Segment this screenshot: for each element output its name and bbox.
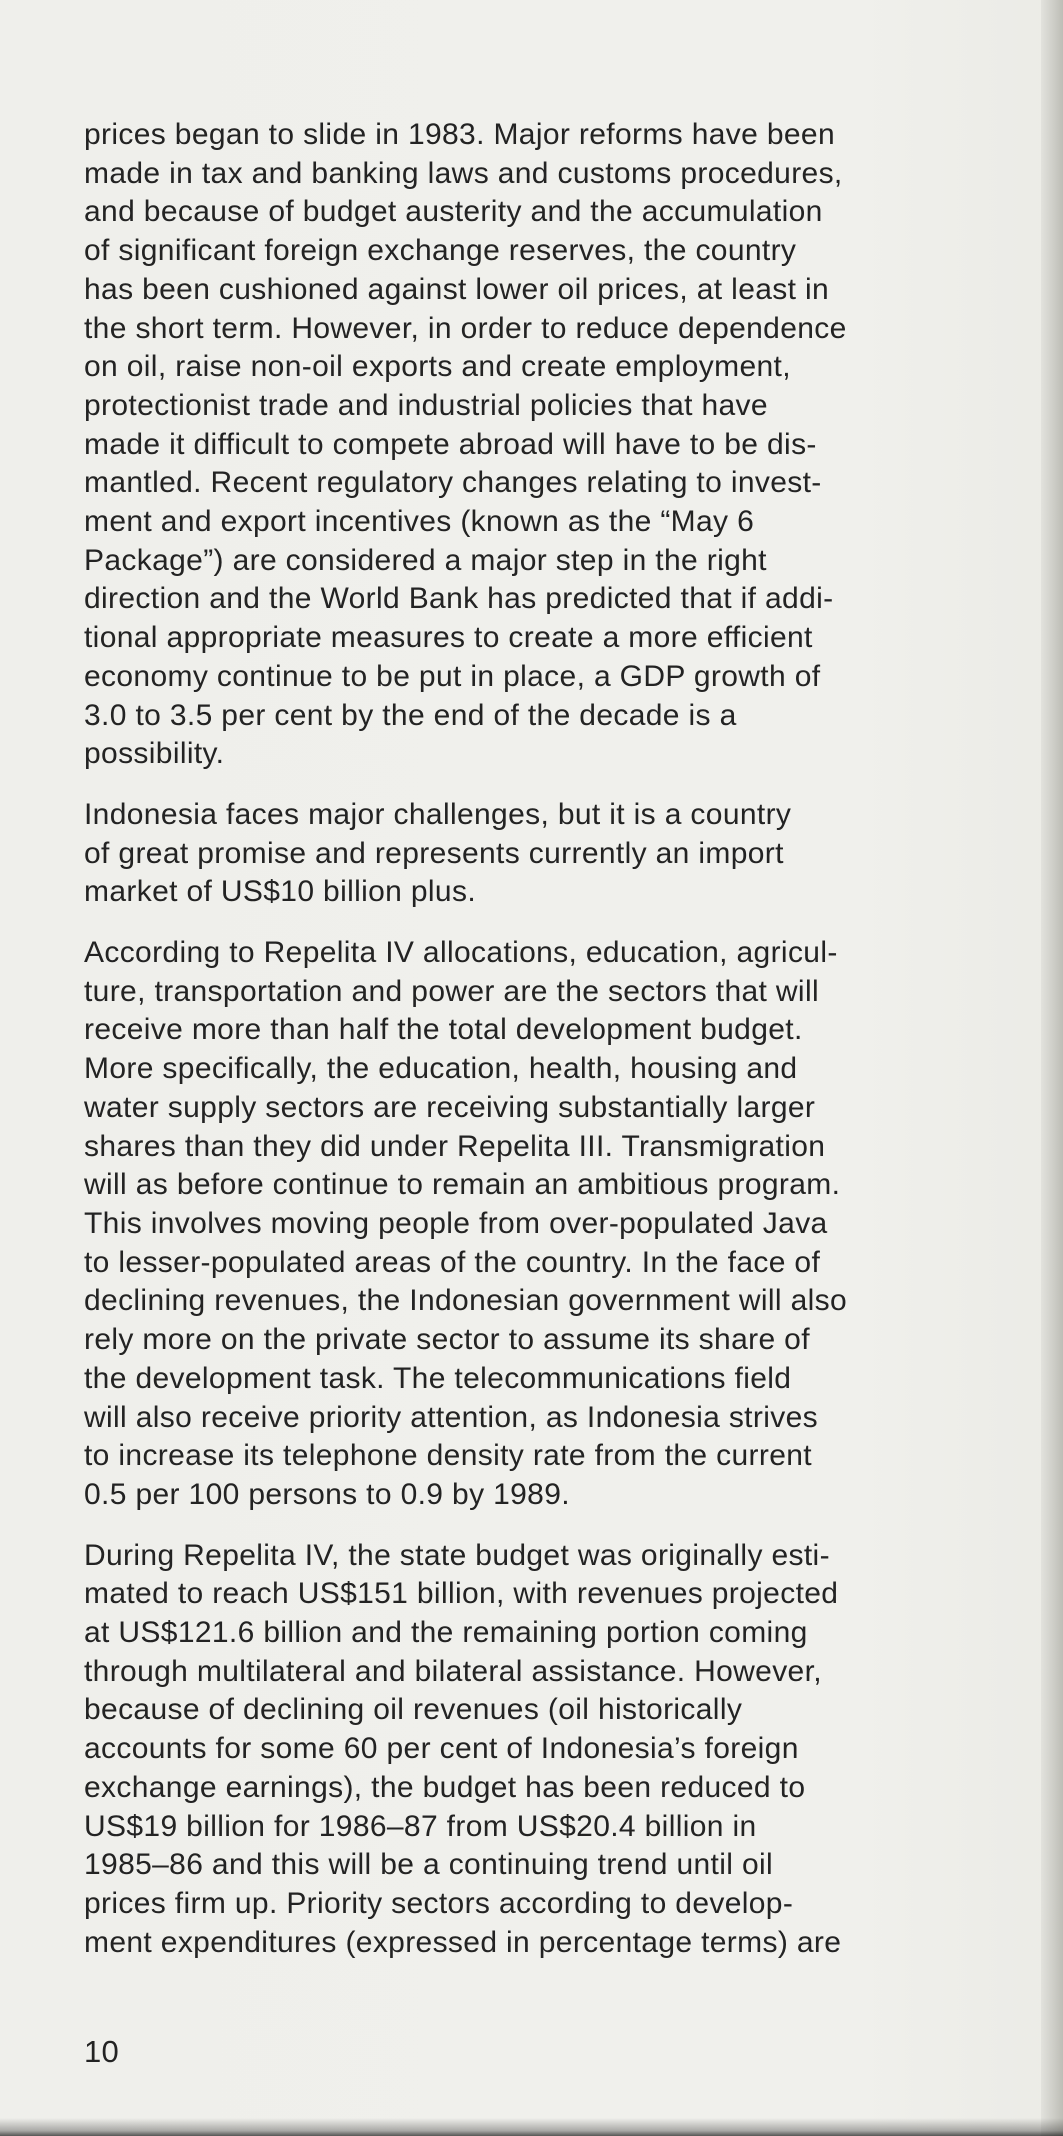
page-number: 10: [84, 2034, 120, 2069]
page-edge-shadow: [1041, 0, 1063, 2136]
paragraph-repelita-allocations: According to Repelita IV allocations, education, agricul- ture, transportation and power are the sectors that will receive more than half the total development budget. More specifically, the education, health, housing and water supply sectors are receiving substantially larger shares than they did under Repelita III. Transmigration will as before continue to remain an ambitious program. This involves moving people from over-populated Java to lesser-populated areas of the country. In the face of declining revenues, the Indonesian government will also rely more on the private sector to assume its share of the development task. The telecommunications field will also receive priority attention, as Indonesia strives to increase its telephone density rate from the current 0.5 per 100 persons to 0.9 by 1989.: [84, 936, 848, 1511]
paragraph-oil-prices-reforms: prices began to slide in 1983. Major reforms have been made in tax and banking laws and customs procedures, and because of budget austerity and the accumulation of significant foreign exchange reserves, the country has been cushioned against lower oil prices, at least in the short term. However, in order to reduce dependence on oil, raise non-oil exports and create employment, protectionist trade and industrial policies that have made it difficult to compete abroad will have to be dis- mantled. Recent regulatory changes relating to invest- ment and export incentives (known as the “May 6 Package”) are considered a major step in the right direction and the World Bank has predicted that if addi- tional appropriate measures to create a more efficient economy continue to be put in place, a GDP growth of 3.0 to 3.5 per cent by the end of the decade is a possibility.: [84, 118, 847, 771]
body-text: [84, 116, 1020, 1984]
paragraph-state-budget: During Repelita IV, the state budget was originally esti- mated to reach US$151 billion, with revenues projected at US$121.6 billion and the remaining portion coming through multilateral and bilateral assistance. However, because of declining oil revenues (oil historically accounts for some 60 per cent of Indonesia’s foreign exchange earnings), the budget has been reduced to US$19 billion for 1986–87 from US$20.4 billion in 1985–86 and this will be a continuing trend until oil prices firm up. Priority sectors according to develop- ment expenditures (expressed in percentage terms) are: [84, 1538, 842, 1959]
paragraph-challenges: Indonesia faces major challenges, but it is a country of great promise and represents currently an import market of US$10 billion plus.: [84, 797, 792, 909]
bottom-edge-shadow: [0, 2118, 1063, 2136]
